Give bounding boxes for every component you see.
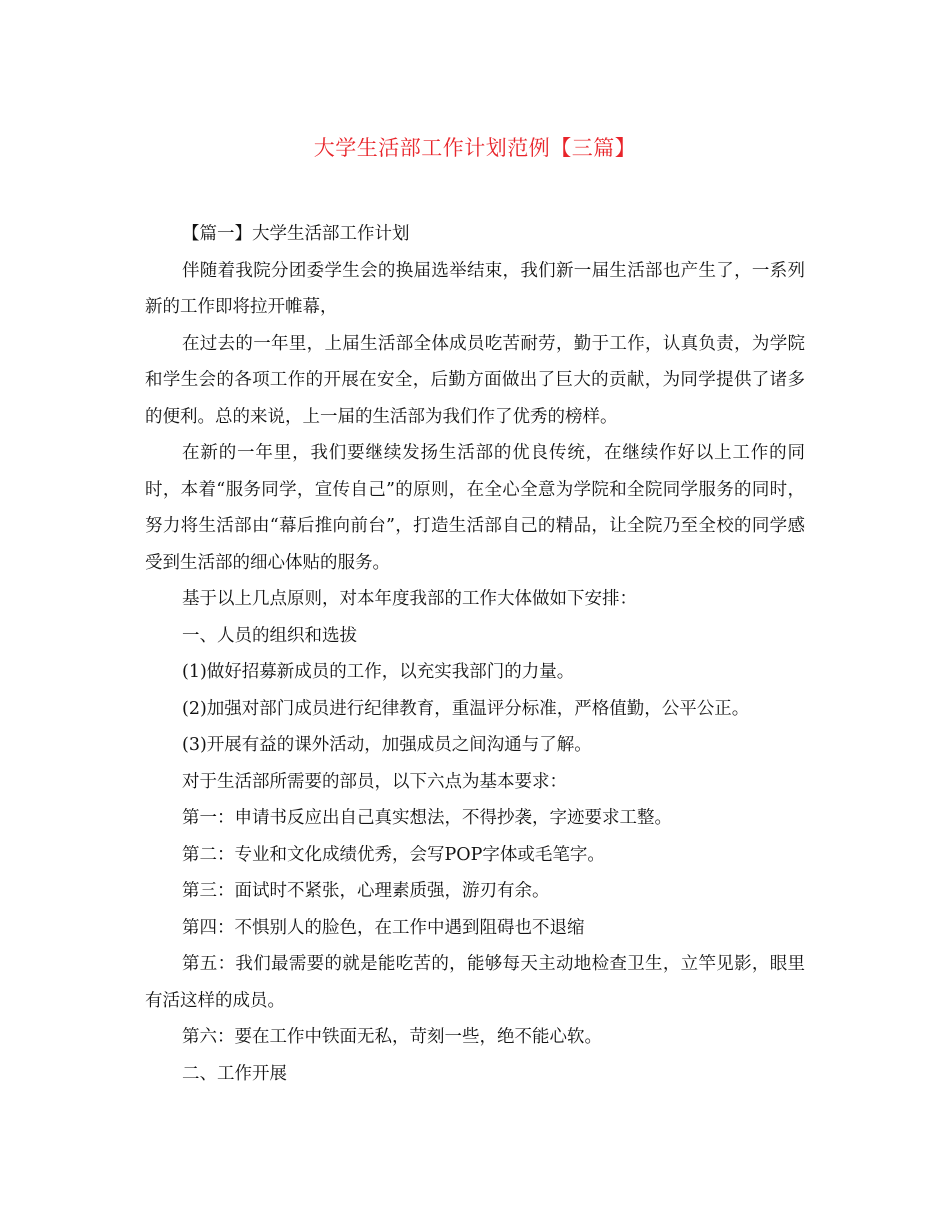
paragraph: 对于生活部所需要的部员，以下六点为基本要求： [182,771,567,792]
paragraph: 伴随着我院分团委学生会的换届选举结束，我们新一届生活部也产生了，一系列新的工作即将拉开帷幕， [145,260,805,317]
list-item: 第四：不惧别人的脸色，在工作中遇到阻碍也不退缩 [182,917,585,938]
paragraph: 在过去的一年里，上届生活部全体成员吃苦耐劳，勤于工作，认真负责，为学院和学生会的各项工作的开展在安全，后勤方面做出了巨大的贡献，为同学提供了诸多的便利。总的来说，上一届的生活部为我们作了优秀的榜样。 [145,333,805,427]
section-heading: 【篇一】大学生活部工作计划 [182,224,410,244]
list-item: 第一：申请书反应出自己真实想法，不得抄袭，字迹要求工整。 [182,808,672,828]
list-item: (2)加强对部门成员进行纪律教育，重温评分标准，严格值勤，公平公正。 [182,698,750,719]
list-item: 第二：专业和文化成绩优秀，会写POP字体或毛笔字。 [182,844,605,865]
list-item: 第六：要在工作中铁面无私，苛刻一些，绝不能心软。 [182,1027,602,1047]
subsection-heading: 一、人员的组织和选拔 [182,625,357,646]
list-item: (1)做好招募新成员的工作，以充实我部门的力量。 [182,662,575,682]
list-item: 第三：面试时不紧张，心理素质强，游刃有余。 [182,881,550,901]
paragraph: 基于以上几点原则，对本年度我部的工作大体做如下安排： [182,589,637,609]
document-title: 大学生活部工作计划范例【三篇】 [313,136,637,160]
list-item: 第五：我们最需要的就是能吃苦的，能够每天主动地检查卫生，立竿见影，眼里有活这样的成员。 [145,954,805,1011]
subsection-heading: 二、工作开展 [182,1063,287,1084]
paragraph: 在新的一年里，我们要继续发扬生活部的优良传统，在继续作好以上工作的同时，本着“服务同学，宣传自己”的原则，在全心全意为学院和全院同学服务的同时，努力将生活部由“幕后推向前台”，打造生活部自己的精品，让全院乃至全校的同学感受到生活部的细心体贴的服务。 [145,443,805,573]
list-item: (3)开展有益的课外活动，加强成员之间沟通与了解。 [182,735,592,755]
document-body [145,216,805,1092]
